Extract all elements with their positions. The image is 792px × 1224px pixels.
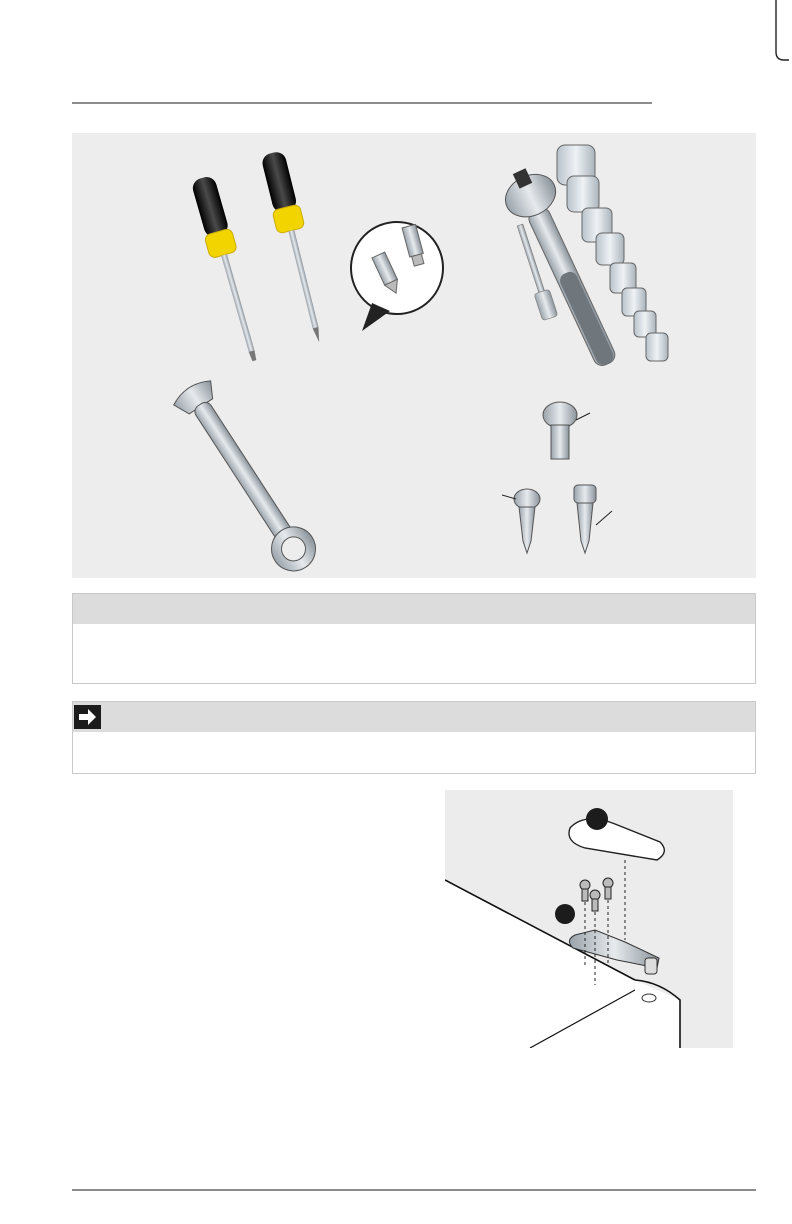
socket-set-icon — [557, 145, 668, 361]
flat-screwdriver-icon — [189, 174, 268, 364]
driver-bits-icon — [351, 222, 443, 331]
hinge-figure — [445, 790, 733, 1048]
tools-required-figure — [72, 133, 756, 578]
phillips-screwdriver-icon — [258, 150, 332, 346]
combination-wrench-icon — [170, 376, 323, 578]
header-rule — [72, 102, 652, 104]
arrow-right-icon — [74, 705, 101, 729]
note-box — [72, 701, 756, 774]
hinge-cover-icon — [555, 808, 664, 924]
hex-head-screw-icon — [574, 485, 612, 553]
pan-head-screw-icon — [502, 489, 540, 553]
crop-corner-icon — [775, 0, 789, 62]
note-box-header — [73, 702, 755, 732]
footer-rule — [72, 1189, 756, 1191]
important-box — [72, 593, 756, 684]
machine-screw-icon — [543, 402, 590, 459]
important-box-header — [73, 594, 755, 624]
